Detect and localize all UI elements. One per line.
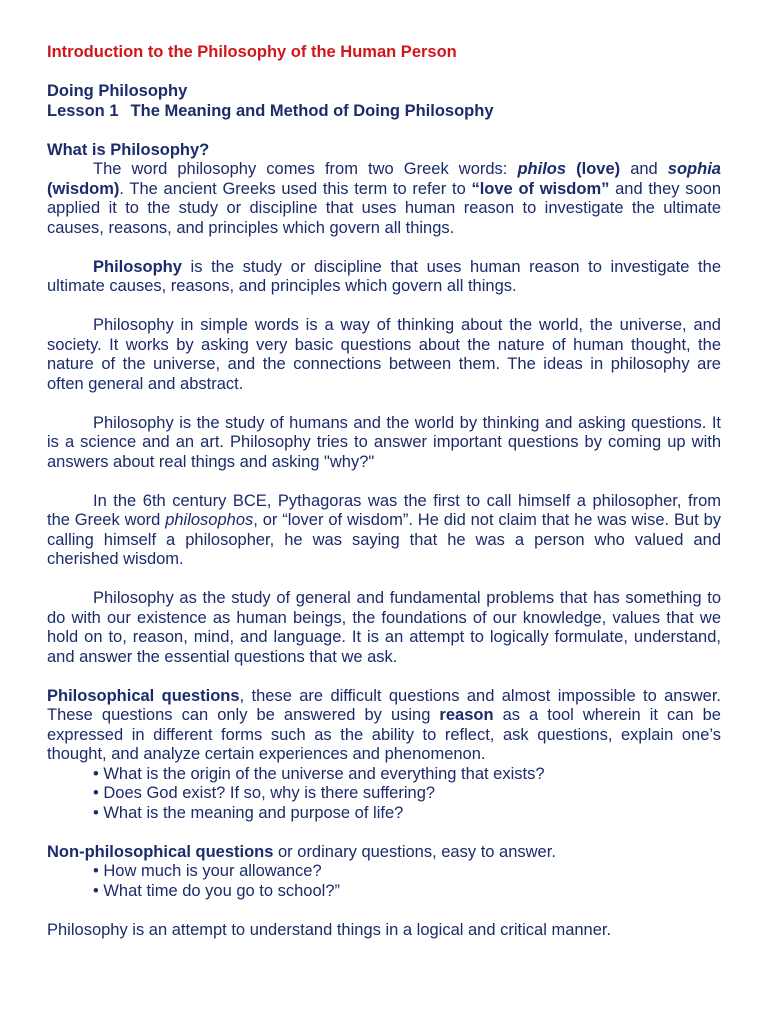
spacer xyxy=(47,667,721,687)
list-item: • What time do you go to school?” xyxy=(93,881,340,900)
spacer xyxy=(47,297,721,317)
spacer xyxy=(47,472,721,492)
text-run: is the study or discipline that uses human reason to investigate the ultimate causes, reasons, and principles which govern all things. xyxy=(47,257,721,295)
text-run: as a tool wherein it can be expressed in different forms such as the ability to reflect, ask questions, explain one’s thought, and analyze certain experiences and phenomenon. xyxy=(47,706,721,763)
text-run: and xyxy=(620,160,668,178)
spacer xyxy=(47,63,721,83)
lesson-number: Lesson 1 xyxy=(47,101,119,120)
lesson-heading xyxy=(47,102,721,122)
term-philosophos: philosophos xyxy=(165,511,254,529)
philosophical-questions-paragraph xyxy=(47,687,721,765)
text-run: , or “lover of wisdom”. He did not claim that he was wise. But by calling himself a philosopher, he was saying that he was a person who valued and cherished wisdom. xyxy=(47,511,721,568)
text-run: . The ancient Greeks used this term to refer to xyxy=(119,179,472,198)
lesson-title: The Meaning and Method of Doing Philosophy xyxy=(130,101,494,120)
etymology-paragraph xyxy=(47,160,721,238)
philosophical-examples-list xyxy=(47,765,721,824)
list-item: • How much is your allowance? xyxy=(93,862,322,880)
list-item: • What is the meaning and purpose of life? xyxy=(93,803,404,822)
term-sophia: sophia xyxy=(667,160,721,178)
spacer xyxy=(47,238,721,258)
text-run: or ordinary questions, easy to answer. xyxy=(273,842,556,861)
text-run: In the 6th century BCE, Pythagoras was the first to call himself a philosopher, from the Greek word xyxy=(47,491,721,529)
fundamental-problems-paragraph: Philosophy as the study of general and fundamental problems that has something to do with our existence as human beings, the foundations of our knowledge, values that we hold on to, reason, mind, and language. It is an attempt to logically formulate, understand, and answer the essential questions that we ask. xyxy=(47,589,721,666)
term-non-philosophical-questions: Non-philosophical questions xyxy=(47,842,274,861)
definition-paragraph xyxy=(47,258,721,297)
term-philos: philos xyxy=(517,160,567,178)
spacer xyxy=(47,823,721,843)
text-run: , these are difficult questions and almost impossible to answer. These questions can only be answered by using xyxy=(47,686,721,724)
list-item: • What is the origin of the universe and everything that exists? xyxy=(93,764,545,783)
spacer xyxy=(47,901,721,921)
spacer xyxy=(47,121,721,141)
list-item: • Does God exist? If so, why is there suffering? xyxy=(93,784,436,802)
term-love-of-wisdom: “love of wisdom” xyxy=(471,179,610,198)
question-heading: What is Philosophy? xyxy=(47,140,210,159)
document-body xyxy=(47,43,721,940)
pythagoras-paragraph xyxy=(47,492,721,570)
spacer xyxy=(47,394,721,414)
term-wisdom: (wisdom) xyxy=(47,179,120,198)
term-reason: reason xyxy=(439,706,494,724)
science-and-art-paragraph: Philosophy is the study of humans and the world by thinking and asking questions. It is a science and an art. Philosophy tries to answer important questions by coming up with answers about real things and asking "why?" xyxy=(47,413,721,471)
document-title: Introduction to the Philosophy of the Human Person xyxy=(47,43,457,61)
closing-paragraph: Philosophy is an attempt to understand things in a logical and critical manner. xyxy=(47,920,612,939)
spacer xyxy=(47,570,721,590)
text-run: The word philosophy comes from two Greek words: xyxy=(93,160,518,178)
non-philosophical-questions-paragraph xyxy=(47,843,721,863)
section-heading: Doing Philosophy xyxy=(47,82,188,100)
simple-words-paragraph: Philosophy in simple words is a way of thinking about the world, the universe, and society. It works by asking very basic questions about the nature of human thought, the nature of the universe, and the connections between them. The ideas in philosophy are often general and abstract. xyxy=(47,316,721,393)
text-run: and they soon applied it to the study or discipline that uses human reason to investigate the ultimate causes, reasons, and principles which govern all things. xyxy=(47,179,721,237)
term-love: (love) xyxy=(566,160,621,178)
term-philosophical-questions: Philosophical questions xyxy=(47,686,240,705)
non-philosophical-examples-list xyxy=(47,862,721,901)
term-philosophy: Philosophy xyxy=(93,257,182,276)
